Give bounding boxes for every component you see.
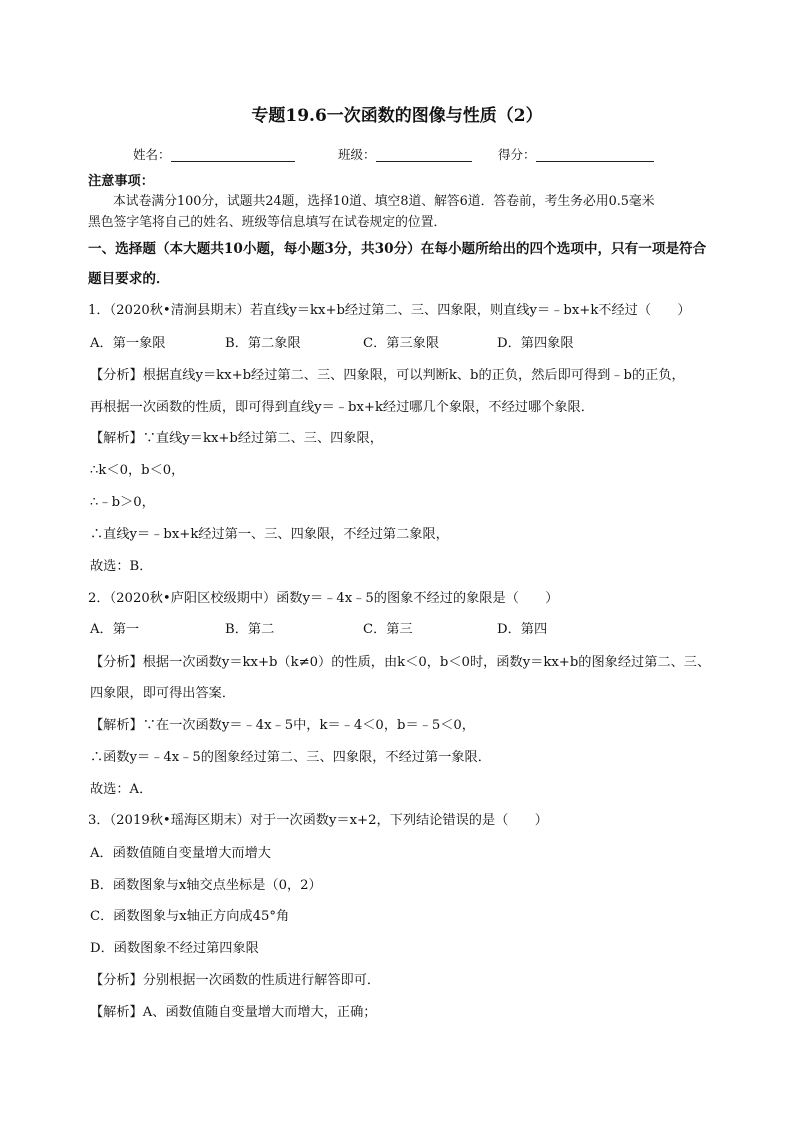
q1-answer: 故选：B． bbox=[90, 559, 153, 574]
notice-line-1: 本试卷满分100分，试题共24题，选择10道、填空8道、解答6道．答卷前，考生务必用0.5毫米 bbox=[113, 194, 655, 209]
name-blank bbox=[171, 148, 295, 162]
q1-analysis-line-1: 【分析】根据直线y＝kx+b经过第二、三、四象限，可以判断k、b的正负，然后即可得到﹣b的正负， bbox=[90, 368, 685, 383]
q1-stem: 1．（2020秋•清涧县期末）若直线y＝kx+b经过第二、三、四象限，则直线y＝﹣bx+k不经过（ ） bbox=[88, 303, 691, 318]
q2-option-a: A．第一 bbox=[90, 622, 140, 637]
q3-option-b: B．函数图象与x轴交点坐标是（0，2） bbox=[90, 878, 322, 893]
q1-solution-line-1: 【解析】∵直线y＝kx+b经过第二、三、四象限， bbox=[90, 431, 383, 446]
student-info-row bbox=[133, 145, 693, 163]
q1-option-d: D．第四象限 bbox=[497, 336, 574, 351]
q1-solution-line-4: ∴直线y＝﹣bx+k经过第一、三、四象限，不经过第二象限， bbox=[90, 527, 449, 542]
q2-solution-line-2: ∴函数y＝﹣4x﹣5的图象经过第二、三、四象限，不经过第一象限． bbox=[90, 750, 491, 765]
q3-stem: 3．（2019秋•瑶海区期末）对于一次函数y＝x+2，下列结论错误的是（ ） bbox=[88, 813, 548, 828]
class-label: 班级： bbox=[338, 147, 376, 162]
q1-option-a: A．第一象限 bbox=[90, 336, 166, 351]
q3-analysis: 【分析】分别根据一次函数的性质进行解答即可． bbox=[90, 973, 381, 988]
q2-option-c: C．第三 bbox=[363, 622, 413, 637]
q1-solution-line-3: ∴﹣b＞0， bbox=[90, 495, 155, 510]
q2-option-b: B．第二 bbox=[225, 622, 275, 637]
class-blank bbox=[376, 148, 472, 162]
q1-solution-line-2: ∴k＜0，b＜0， bbox=[90, 463, 185, 478]
score-label: 得分： bbox=[498, 147, 536, 162]
score-field bbox=[498, 145, 654, 163]
notice-line-2: 黑色签字笔将自己的姓名、班级等信息填写在试卷规定的位置． bbox=[88, 215, 447, 230]
score-blank bbox=[536, 148, 654, 162]
q1-option-c: C．第三象限 bbox=[363, 336, 440, 351]
q2-solution-line-1: 【解析】∵在一次函数y＝﹣4x﹣5中，k＝﹣4＜0，b＝﹣5＜0， bbox=[90, 718, 475, 733]
name-label: 姓名： bbox=[133, 147, 171, 162]
q3-option-d: D．函数图象不经过第四象限 bbox=[90, 941, 259, 956]
section-heading-line-1: 一、选择题（本大题共10小题，每小题3分，共30分）在每小题所给出的四个选项中，只有一项是符合 bbox=[88, 241, 707, 257]
q3-option-a: A．函数值随自变量增大而增大 bbox=[90, 846, 271, 861]
name-field bbox=[133, 145, 295, 163]
q2-analysis-line-2: 四象限，即可得出答案． bbox=[90, 686, 236, 701]
q2-answer: 故选：A． bbox=[90, 782, 153, 797]
q2-analysis-line-1: 【分析】根据一次函数y＝kx+b（k≠0）的性质，由k＜0，b＜0时，函数y＝kx+b的图象经过第二、三、 bbox=[90, 655, 711, 670]
q2-stem: 2．（2020秋•庐阳区校级期中）函数y＝﹣4x﹣5的图象不经过的象限是（ ） bbox=[88, 591, 559, 606]
notice-heading: 注意事项： bbox=[88, 174, 154, 189]
q2-option-d: D．第四 bbox=[497, 622, 548, 637]
q1-option-b: B．第二象限 bbox=[225, 336, 301, 351]
q3-solution-line-1: 【解析】A、函数值随自变量增大而增大，正确； bbox=[90, 1005, 377, 1020]
class-field bbox=[338, 145, 472, 163]
q3-option-c: C．函数图象与x轴正方向成45°角 bbox=[90, 909, 290, 924]
page-title: 专题19.6一次函数的图像与性质（2） bbox=[251, 106, 543, 126]
q1-analysis-line-2: 再根据一次函数的性质，即可得到直线y＝﹣bx+k经过哪几个象限，不经过哪个象限． bbox=[90, 400, 594, 415]
section-heading-line-2: 题目要求的． bbox=[88, 271, 170, 287]
